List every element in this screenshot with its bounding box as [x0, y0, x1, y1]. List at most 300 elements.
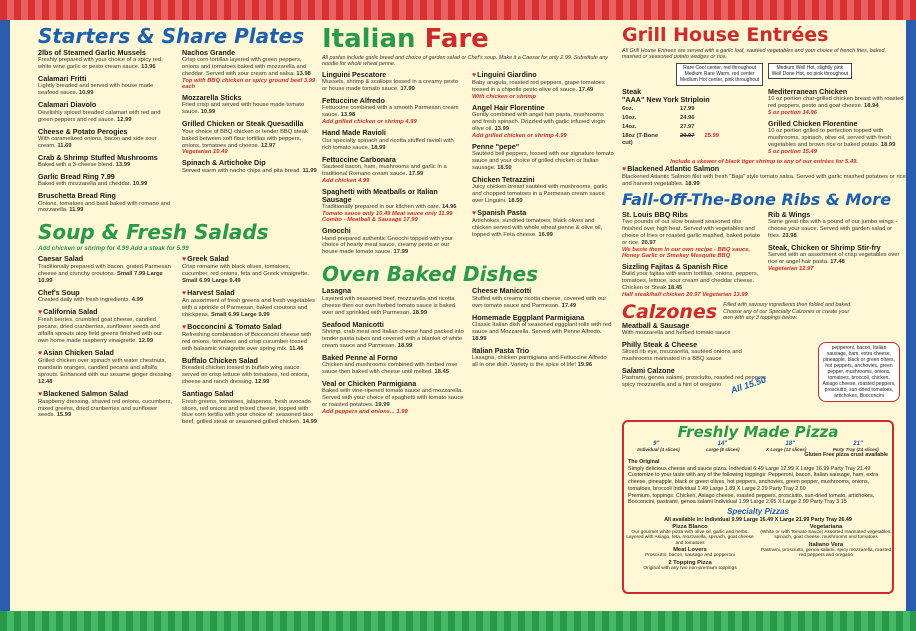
shrimp-note: Include a skewer of black tiger shrimp to any of our entrées for 5.49. — [670, 159, 858, 166]
ribs-right-column — [768, 211, 906, 302]
oven-item — [322, 380, 464, 415]
oven-right-column — [472, 287, 614, 419]
starter-item-name — [182, 159, 318, 167]
calzone-item — [622, 322, 772, 337]
ribs-item-name — [768, 244, 906, 252]
salad-item-price: 4.99 — [131, 296, 144, 303]
starter-item-price: 13.98 — [296, 71, 311, 78]
specialty-desc: Our gourmet white pizza with olive oil, garlic and herbs. Layered with Asiago, feta, mozzarella, spinach, goat cheese and tomatoes — [626, 529, 754, 546]
pasta-item-note: Add chicken 4.99 — [322, 177, 370, 184]
calzone-item-desc: Sliced rib eye, mozzarella, sautéed onions and mushrooms marinated in a BBQ sauce — [622, 349, 742, 363]
pasta-item-note: Add grilled chicken or shrimp 4.99 — [472, 133, 567, 140]
salad-item — [38, 289, 174, 304]
pasta-item — [472, 209, 614, 239]
ribs-item — [622, 263, 760, 298]
specialty-name: Italiano Vera — [808, 541, 844, 548]
oven-item-name — [322, 380, 464, 388]
pizza-size-label: 9" — [653, 441, 660, 447]
starter-item-desc — [38, 181, 174, 188]
starter-item-price: 10.99 — [132, 181, 148, 188]
pasta-item-name — [472, 104, 614, 112]
starter-item — [182, 159, 318, 174]
pizza-line: Premium, toppings: Chicken, Asiago cheese, roasted peppers, prosciutto, sun-dried tomato, artichokes, Bocconcini, pastrami, genoa salami Individual 1.99 Large 2.65 X Large 2.99 Party Tray 3.15 — [628, 492, 875, 506]
specialty-name: 2 Topping Pizza — [668, 559, 712, 566]
steak-size: 18oz (T-Bone cut) — [622, 133, 659, 147]
salad-item-desc — [38, 399, 174, 420]
salad-item-name-text: Greek Salad — [187, 254, 229, 264]
starter-item-desc-text: Crisp corn tortillas layered with green peppers, onions and tomatoes baked with mozzarella and cheddar. Served with sour cream and salsa. — [182, 57, 307, 78]
salad-item-name-text: Blackened Salmon Salad — [43, 388, 129, 398]
starter-item — [38, 75, 174, 97]
pasta-item-name — [472, 209, 614, 218]
ribs-item-note: We baste them in our own recipe - BBQ sauce, Honey Garlic or Smokey Mesquite BBQ — [622, 247, 751, 260]
calzone-toppings-box: pepperoni, bacon, Italian sausage, ham, extra cheese, pineapple, black or green olives, hot peppers, anchovies, green pepper, mushrooms, onions, tomatoes, broccoli, chicken, Asiago cheese, roasted peppers, prosciutto, sun-dried tomatoes, artichokes, Bocconcini — [818, 342, 900, 402]
specialty-desc: Pastrami, prosciutto, genoa salami, spicy mozzarella, roasted red peppers and oregano — [760, 547, 892, 559]
pasta-item-name — [472, 143, 614, 151]
oven-item-name-text: Italian Pasta Trio — [472, 345, 530, 355]
soups-right-column — [182, 255, 318, 430]
soups-left-column — [38, 255, 174, 430]
pasta-item-desc-text: Hand prepared authentic Gnocchi topped with your choice of hearty meat sauce, creamy pesto or our house made tomato sauce. — [322, 235, 453, 256]
salad-item-price: Small 6.99 Large 9.49 — [182, 278, 241, 285]
oven-item-name-text: Homemade Eggplant Parmigiana — [472, 312, 585, 322]
pasta-item-name-text: Angel Hair Florentine — [472, 102, 545, 112]
doneness-chart — [622, 63, 906, 86]
soups-title: Soup & Fresh Salads — [38, 220, 269, 245]
steak-price: 29.97 — [680, 133, 695, 140]
pasta-item-desc — [322, 204, 464, 211]
salad-item-price: Small 6.99 Large 9.99 — [211, 312, 270, 319]
salad-item-name — [38, 390, 174, 399]
starter-item-desc-text: Baked with mozzarella and cheddar. — [38, 181, 133, 188]
salad-item-name — [182, 323, 318, 332]
steak-title: Steak — [622, 86, 642, 96]
steak-block — [622, 88, 760, 159]
salad-item-price: 11.46 — [289, 346, 304, 353]
salmon-item — [622, 165, 906, 188]
heart-icon: ♥ — [472, 210, 477, 218]
starter-item-desc — [38, 201, 174, 215]
ribs-item-desc-text: Build your fajitas with warm tortillas, onions, peppers, tomatoes, lettuce, sour cream and cheddar cheese. Chicken or Steak — [622, 271, 759, 292]
pizza-title: Freshly Made Pizza — [677, 423, 839, 441]
pasta-item-name-text: Gnocchi — [322, 226, 351, 236]
ribs-item-note: Vegetarian 12.97 — [768, 266, 814, 273]
oven-item-price: 17.49 — [561, 302, 577, 309]
column-starters-salads — [38, 26, 318, 605]
salad-item-name-text: Chef's Soup — [38, 287, 80, 297]
salad-item-desc — [38, 358, 174, 386]
pasta-item-desc-text: Fettuccine combined with a smooth Parmesan cream sauce. — [322, 105, 459, 119]
specialty-name: Meat Lovers — [673, 547, 707, 554]
oven-item-name-text: Veal or Chicken Parmigiana — [322, 378, 417, 388]
pizza-size-sub: X Large (12 slices) — [766, 447, 807, 452]
salad-item-name-text: Bocconcini & Tomato Salad — [187, 322, 282, 332]
pasta-item-desc-text: Gently combined with angel hair pasta, mushrooms and fresh spinach. Drizzled with garlic infused virgin olive oil. — [472, 112, 606, 133]
pizza-panel — [622, 420, 894, 594]
salad-item — [182, 390, 318, 426]
starter-item-name-text: Cheese & Potato Perogies — [38, 126, 128, 136]
oven-item-price: 18.99 — [397, 342, 413, 349]
grill-item-desc — [768, 128, 906, 149]
starter-item-desc — [38, 83, 174, 97]
specialty-item — [624, 524, 756, 547]
salad-item-name — [38, 289, 174, 297]
grill-item — [768, 88, 906, 116]
soups-addon-note: Add chicken or shrimp for 4.99 Add a steak for 5.99 — [38, 245, 189, 253]
calzones-sub-note: Filled with savoury ingredients then folded and baked. Choose any of our Specialty Calzones or create your own with any 3 toppings below. — [723, 302, 852, 322]
starter-item-price: 10.99 — [78, 90, 94, 97]
salad-item-desc — [38, 264, 174, 285]
oven-item-desc — [322, 362, 464, 376]
specialty-desc: Prosciutto, bacon, sausage and pepperoni — [645, 553, 735, 559]
pizza-line: Simply delicious cheese and sauce pizza. Individual 6.49 Large 12.99 X Large 16.99 Party Tray 21.49 — [628, 465, 871, 472]
salad-item-desc — [182, 264, 318, 285]
steak-size: 10oz. — [622, 115, 637, 122]
salmon-price: 18.99 — [685, 181, 700, 188]
salad-item-desc-text: Fresh berries, crumbled goat cheese, candied pecans, dried cranberries, sunflower seeds and alfalfa sprouts atop field greens finished with our own home made raspberry vinaigrette. — [38, 316, 163, 344]
ribs-item-price: 23.98 — [782, 233, 797, 240]
italian-title — [322, 26, 614, 52]
bottom-stripe-band — [0, 611, 916, 631]
starter-item-price: 12.97 — [260, 142, 276, 149]
salad-item-desc-text: Crisp romaine with black olives, tomatoes, cucumber, red onions, feta and Greek vinaigrette. — [182, 264, 309, 278]
pasta-item-price: 18.99 — [370, 144, 386, 151]
starter-item — [38, 173, 174, 188]
specialty-name: Pizza Blanco — [672, 523, 708, 530]
pasta-item-name-text: Linguini Giardino — [477, 69, 537, 79]
salad-item-desc — [182, 365, 318, 386]
pasta-item-name-text: Linguini Pescatore — [322, 69, 387, 79]
grill-item-desc — [768, 96, 906, 110]
pasta-item-price: 17.99 — [400, 86, 415, 93]
salad-item-name — [38, 308, 174, 317]
pizza-size-sub: Individual (4 slices) — [637, 447, 680, 452]
steak-size: 14oz. — [622, 124, 637, 131]
oven-item-name — [472, 314, 614, 322]
specialty-item — [624, 547, 756, 559]
salad-item-name-text: California Salad — [43, 306, 98, 316]
specialty-list — [624, 524, 892, 573]
starter-item-price: 13.99 — [115, 162, 131, 169]
pasta-item — [472, 104, 614, 139]
pasta-item-price: 18.50 — [497, 165, 512, 172]
pasta-item — [472, 176, 614, 205]
starter-item-name-text: Grilled Chicken or Steak Quesadilla — [182, 119, 304, 129]
ribs-item-name-text: Rib & Wings — [768, 210, 811, 219]
calzone-item-name: Salami Calzone — [622, 366, 675, 376]
salad-item-desc-text: Refreshing combination of Bocconcini cheese with red onions, tomatoes and crisp cucumber tossed with balsamic vinaigrette over spring mix. — [182, 332, 312, 353]
ribs-item-desc — [768, 219, 906, 240]
pasta-item-name-text: Fettuccine Carbonara — [322, 154, 396, 164]
doneness-row: Rare Cool center, red throughout — [683, 64, 756, 71]
doneness-row: Medium Hot center, pink throughout — [679, 77, 760, 84]
salad-item-name-text: Harvest Salad — [187, 288, 235, 298]
pasta-item-desc-text: Juicy chicken breast sautéed with mushrooms, garlic and chopped tomatoes in a Parmesan cream sauce over Linguini. — [472, 184, 608, 205]
steak-price: 17.99 — [680, 106, 695, 113]
pasta-item-desc-text: Baby arugula, roasted red peppers, grape tomatoes tossed in a chipotle pesto olive oil sauce. — [472, 80, 605, 93]
starter-item-desc-text: Onions, tomatoes and basil baked with romano and mozzarella. — [38, 200, 171, 214]
starter-item-name — [38, 75, 174, 83]
pasta-item-price: 17.99 — [393, 249, 409, 256]
oven-item-note: Add peppers and onions... 1.99 — [322, 408, 408, 415]
salad-item — [182, 289, 318, 319]
starter-item-desc — [182, 168, 318, 175]
starter-item-name-text: Mozzarella Sticks — [182, 93, 242, 103]
steak-new-price: 25.99 — [704, 133, 720, 140]
heart-icon: ♥ — [622, 166, 627, 174]
ribs-item-desc — [768, 252, 906, 266]
starter-item-name-text: Nachos Grande — [182, 48, 236, 57]
pasta-item — [472, 143, 614, 172]
starter-item-note: Vegetarian 10.49 — [182, 149, 228, 156]
steak-subtitle: "AAA" New York Striploin — [622, 95, 710, 104]
pasta-item-name-text: Spaghetti with Meatballs or Italian Sausage — [322, 186, 438, 204]
pizza-line: The Original — [628, 458, 660, 465]
oven-left-column — [322, 287, 464, 419]
oven-title: Oven Baked Dishes — [322, 262, 539, 287]
salad-item-desc — [182, 332, 318, 353]
oven-item-desc — [472, 355, 614, 369]
salad-item-desc-text: Traditionally prepared with bacon, grated Parmesan cheese and crunchy croutons. — [38, 263, 171, 277]
pasta-item-note: Tomato sauce only 10.49 Meat sauce only 11.99 Combo - Meatball & Sausage 17.99 — [322, 211, 453, 224]
steak-size-row — [622, 115, 760, 122]
pasta-item-price: 14.96 — [441, 204, 457, 211]
salad-item-price: 14.99 — [302, 419, 318, 426]
starter-item-desc-text: Fried crisp and served with house made tomato sauce. — [182, 102, 305, 116]
grill-item-desc-text: 10 oz portion char-grilled chicken breast with roasted red peppers, pesto and goat cheese. — [768, 96, 904, 109]
pasta-item-desc-text: Sautéed bell peppers, tossed with our signature tomato sauce and your choice of grilled chicken or Italian sausage. — [472, 151, 614, 172]
specialty-title: Specialty Pizzas — [727, 507, 789, 516]
salad-item-name — [182, 255, 318, 264]
ribs-item-price: 17.48 — [830, 259, 845, 266]
pasta-item-name — [322, 156, 464, 164]
salad-item-desc-text: An assortment of fresh greens and fresh vegetables with a sprinkle of Parmesan, baked croutons and chickpeas. — [182, 298, 316, 319]
pasta-item-name-text: Penne "pepe" — [472, 142, 520, 152]
pasta-item-price: 13.99 — [494, 126, 510, 133]
pasta-item-price: 17.49 — [578, 86, 594, 93]
grill-right-column — [768, 88, 906, 159]
salad-item-desc-text: Breaded chicken tossed in buffalo wing sauce served on crisp lettuce with tomatoes, red onions, cheese and ranch dressing. — [182, 365, 310, 386]
starter-item-desc-text: Freshly prepared with your choice of a spicy red, white wine garlic or pesto cream sauce. — [38, 57, 163, 71]
pasta-item — [322, 227, 464, 256]
salmon-desc-text: Blackened Atlantic Salmon filet with fresh "Baja" style tomato salsa. Served with garlic mashed potatoes or rice and harvest vegetables. — [622, 174, 906, 188]
calzones-title: Calzones — [622, 300, 718, 323]
ribs-title: Fall-Off-The-Bone Ribs & More — [622, 190, 892, 209]
salad-item-name-text: Caesar Salad — [38, 254, 84, 264]
oven-item-desc — [472, 296, 614, 310]
grill-item-price: 18.99 — [880, 142, 896, 149]
calzones-header — [622, 302, 906, 321]
pasta-item-price: 13.98 — [340, 112, 356, 119]
pasta-item-name — [322, 227, 464, 235]
salad-item — [182, 323, 318, 353]
grill-item-name-text: Grilled Chicken Florentine — [768, 118, 858, 128]
starter-item-desc-text: Served warm with nacho chips and pita bread. — [182, 167, 303, 174]
ribs-item-name — [768, 211, 906, 219]
steak-sizes — [622, 106, 760, 147]
grill-sub-note: All Grill House Entrees are served with a garlic loaf, sautéed vegetables and your choice of french fries, baked, mashed or seasoned potato wedges or rice. — [622, 48, 886, 61]
pasta-item-name-text: Hand Made Ravioli — [322, 128, 386, 138]
pasta-item-name-text: Chicken Tetrazzini — [472, 175, 535, 185]
salad-item-price: Small 7.99 Large 10.99 — [38, 270, 163, 284]
pasta-item-desc-text: Mussels, shrimp & scallops tossed in a creamy pesto or house made tomato sauce. — [322, 79, 458, 93]
pasta-item-price: 16.99 — [538, 232, 553, 239]
italian-right-column — [472, 71, 614, 260]
pizza-line: Customize to your taste with any of the following toppings: Pepperoni, bacon, Italian sausage, ham, extra cheese, pineapple, black or green olives, hot peppers, anchovies, green pepper, mushrooms, onions, tomatoes, broccoli Individual 1.49 Large 1.89 X Large 2.29 Party Tray 2.69 — [628, 472, 879, 492]
oven-item-price: 19.96 — [577, 361, 593, 368]
starter-item-name-text: Calamari Fritti — [38, 74, 87, 84]
starter-item-desc-text: Baked with a 3-cheese blend. — [38, 162, 116, 169]
salmon-name — [622, 165, 906, 174]
ribs-item-name-text: Steak, Chicken or Shrimp Stir-fry — [768, 243, 881, 253]
steak-size-row — [622, 106, 760, 113]
pizza-lines — [624, 459, 892, 506]
column-italian-oven — [322, 26, 614, 605]
doneness-right — [768, 63, 852, 80]
oven-item-name-text: Seafood Manicotti — [322, 319, 384, 329]
ribs-item — [768, 244, 906, 272]
pasta-item — [322, 156, 464, 184]
heart-icon: ♥ — [38, 308, 43, 316]
steak-price: 24.96 — [680, 115, 695, 122]
starter-item — [38, 192, 174, 214]
oven-item-desc-text: Stuffed with creamy ricotta cheese, covered with our own tomato sauce and Parmesan. — [472, 295, 607, 309]
oven-item-desc-text: Layered with seasoned beef, mozzarella and ricotta cheese then our own herbed tomato sauce is baked over and sprinkled with Parmesan. — [322, 295, 456, 316]
heart-icon: ♥ — [472, 71, 477, 79]
pasta-item-desc — [322, 105, 464, 119]
oven-item-price: 19.99 — [375, 402, 390, 409]
pasta-item-name — [322, 97, 464, 105]
starter-item — [38, 154, 174, 169]
pizza-size-label: 18" — [785, 441, 795, 447]
starter-item-name-text: Bruschetta Bread Ring — [38, 191, 116, 201]
specialty-desc: Original with any two non-premium toppings — [643, 565, 737, 571]
grill-item-note: 5 oz portion 14.96 — [768, 109, 817, 116]
specialty-item — [624, 560, 756, 572]
grill-item-price: 18.94 — [864, 102, 879, 109]
starter-item-price: 11.99 — [69, 207, 84, 214]
pizza-size-label: 21" — [853, 441, 863, 447]
pizza-size-label: 14" — [717, 441, 728, 447]
grill-item — [768, 120, 906, 155]
salad-item — [182, 357, 318, 386]
grill-item-name — [768, 120, 906, 128]
pasta-item-desc-text: Our specialty spinach and ricotta stuffed ravioli with rich tomato sauce. — [322, 137, 454, 151]
oven-item-price: 18.99 — [472, 335, 487, 342]
pasta-item-note: Add grilled chicken or shrimp 4.99 — [322, 119, 417, 126]
oven-item — [472, 347, 614, 369]
grill-item-note: 5 oz portion 15.49 — [768, 149, 817, 156]
doneness-row: Medium Rare Warm, red center — [684, 71, 755, 78]
salad-item-desc-text: Raspberry dressing, shaved red onions, cucumbers, mixed greens, dried cranberries and sunflower seeds. — [38, 398, 173, 419]
salad-item-name-text: Buffalo Chicken Salad — [182, 356, 258, 366]
salad-item-name — [182, 390, 318, 398]
starter-item-name — [38, 173, 174, 181]
oven-item-name — [472, 347, 614, 355]
starter-item-price: 13.96 — [141, 64, 156, 71]
starter-item-name-text: 2lbs of Steamed Garlic Mussels — [38, 48, 146, 57]
ribs-item-name — [622, 263, 760, 271]
right-border — [906, 20, 916, 611]
salad-item-price: 12.99 — [254, 379, 270, 386]
ribs-item-name-text: St. Louis BBQ Ribs — [622, 210, 688, 219]
heart-icon: ♥ — [182, 290, 187, 298]
starter-item — [38, 49, 174, 71]
salad-item — [38, 349, 174, 386]
starter-item-desc — [182, 57, 318, 78]
starter-item-name — [38, 154, 174, 162]
starter-item — [38, 101, 174, 123]
pizza-size-sub: Party Tray (24 slices) — [832, 447, 879, 452]
starter-item-price: 10.99 — [200, 109, 216, 116]
starter-item-desc — [38, 136, 174, 150]
italian-title-a: Italian — [322, 26, 425, 54]
salad-item-price: 15.99 — [56, 412, 72, 419]
starter-item — [182, 49, 318, 90]
top-stripe-band — [0, 0, 916, 20]
salad-item-desc-text: Grilled chicken over spinach with water chestnuts, mandarin oranges, candied pecans and alfalfa sprouts. Enhanced with our sesame ginger dressing. — [38, 357, 174, 378]
pasta-item-desc — [322, 79, 464, 93]
italian-title-b: Fare — [424, 26, 489, 54]
doneness-row: Well Done Hot, no pink throughout — [771, 71, 848, 78]
pasta-item-desc — [472, 151, 614, 172]
oven-item-desc — [322, 388, 464, 409]
starter-item — [182, 120, 318, 155]
salad-item — [38, 390, 174, 420]
pasta-item-price: 18.50 — [508, 198, 523, 205]
specialty-desc: (White or with Tomato Sauce) Assorted marinated vegetables, spinach, goat cheese, mushrooms and tomatoes — [760, 529, 892, 541]
specialty-item — [760, 524, 892, 541]
pasta-item-name — [472, 176, 614, 184]
grill-item-name — [768, 88, 906, 96]
starter-item-desc — [38, 162, 174, 169]
steak-size-row — [622, 133, 760, 147]
calzone-item-name: Meatball & Sausage — [622, 320, 690, 330]
heart-icon: ♥ — [38, 349, 43, 357]
pizza-size-sub: Large (8 slices) — [706, 447, 740, 452]
pasta-item-price: 17.99 — [408, 170, 424, 177]
salad-item-name — [182, 289, 318, 298]
salad-item-desc-text: Created daily with fresh ingredients. — [38, 296, 132, 303]
starter-item-desc — [38, 57, 174, 71]
specialty-item — [760, 542, 892, 559]
starter-item-desc — [182, 102, 318, 116]
oven-item — [322, 354, 464, 376]
starter-item-desc-text: Your choice of BBQ chicken or tender BBQ steak baked between soft flour tortillas with peppers, onions, tomatoes and cheese. — [182, 128, 308, 149]
ribs-item-name-text: Sizzling Fajitas & Spanish Rice — [622, 262, 728, 272]
oven-item-desc-text: Shrimp, crab meat and Italian cheese hand packed into tender pasta tubes and covered with a blanket of white cream sauce and Parmesan. — [322, 328, 464, 349]
ribs-item-name — [622, 211, 760, 219]
oven-item-desc — [322, 329, 464, 350]
pasta-item-desc — [472, 112, 614, 133]
oven-item-desc-text: Lasagna, chicken parmigiana and Fettuccine Alfredo all in one dish. Variety is the spice of life! — [472, 354, 607, 368]
ribs-item-desc — [622, 219, 760, 247]
steak-size-row — [622, 124, 760, 131]
ribs-item-desc-text: Same great ribs with a pound of our jumbo wings - choose your sauce. Served with garden salad or fries. — [768, 219, 898, 240]
pasta-item-desc — [322, 236, 464, 257]
oven-item-desc — [472, 322, 614, 343]
starters-title: Starters & Share Plates — [38, 26, 305, 48]
ribs-item-desc-text: Served with an assortment of crisp vegetables over rice or angel hair pasta. — [768, 252, 900, 266]
pasta-item-desc-text: Traditionally prepared in our kitchen with care. — [322, 204, 442, 211]
ribs-left-column — [622, 211, 760, 302]
pasta-item-desc — [322, 138, 464, 152]
starters-left-column — [38, 49, 174, 218]
starter-item — [182, 94, 318, 116]
starter-item-note: Top with BBQ chicken or spicy ground beef 3.99 each — [182, 78, 316, 91]
steak-size: 6oz. — [622, 106, 634, 113]
starter-item-name — [38, 128, 174, 136]
